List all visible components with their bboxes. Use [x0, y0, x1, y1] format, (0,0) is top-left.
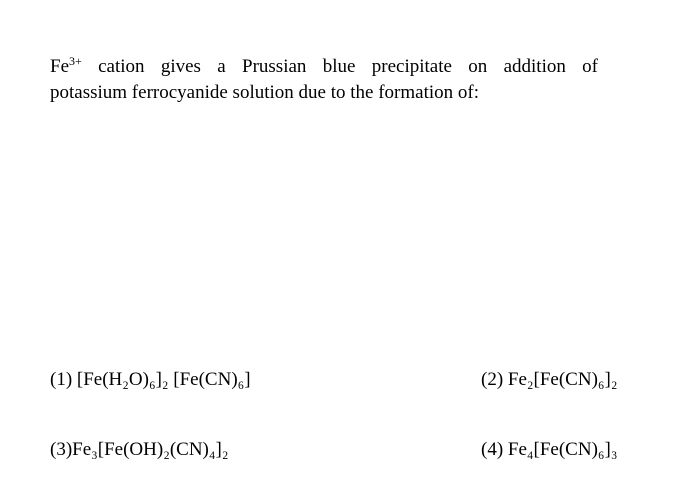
question-line-1	[50, 54, 598, 80]
option-4-number: (4)	[481, 439, 508, 460]
option-2-formula: Fe₂[Fe(CN)₆]₂	[507, 369, 618, 390]
option-3-formula: Fe₃[Fe(OH)₂(CN)₄]₂	[72, 439, 229, 460]
option-4-formula: Fe₄[Fe(CN)₆]₃	[507, 439, 618, 460]
question-text	[50, 54, 598, 106]
option-1-formula: [Fe(H₂O)₆]₂ [Fe(CN)₆]	[76, 369, 251, 390]
iron-symbol: Fe	[50, 56, 69, 77]
charge-superscript: 3+	[69, 54, 82, 68]
question-line-1-text: cation gives a Prussian blue precipitate on addition of	[81, 56, 598, 77]
option-3-number: (3)	[50, 439, 73, 460]
option-3[interactable]	[50, 437, 228, 463]
option-2[interactable]	[481, 367, 617, 393]
option-2-number: (2)	[481, 369, 508, 390]
question-line-2: potassium ferrocyanide solution due to the formation of:	[50, 82, 479, 103]
option-4[interactable]	[481, 437, 617, 463]
option-1-number: (1)	[50, 369, 77, 390]
option-1[interactable]	[50, 367, 251, 393]
